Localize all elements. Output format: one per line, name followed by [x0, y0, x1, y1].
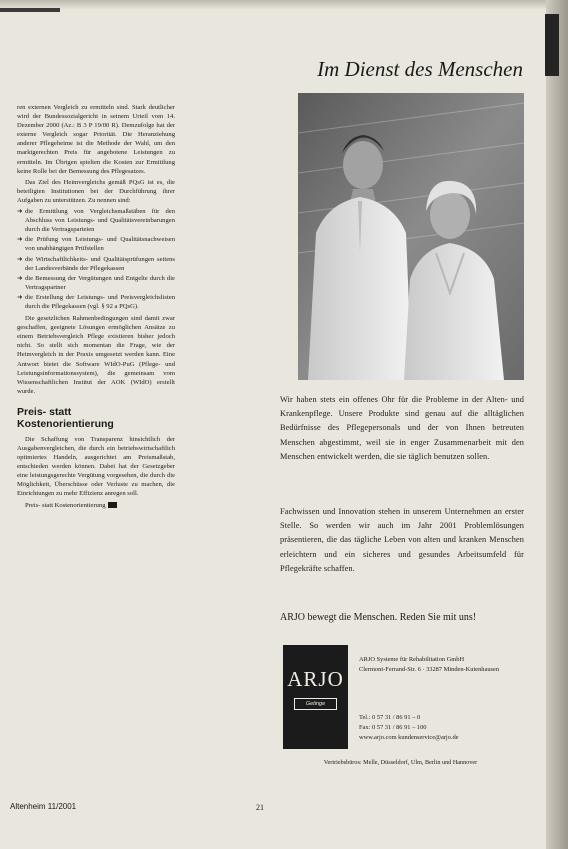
- list-item: [17, 235, 175, 253]
- phone-number: Tel.: 0 57 31 / 86 91 – 0: [359, 714, 421, 721]
- ad-photo: [298, 93, 524, 380]
- list-item: [17, 274, 175, 292]
- arrow-right-icon: ➜: [17, 236, 23, 244]
- top-rule-mark: [0, 8, 60, 12]
- ad-paragraph-1: Wir haben stets ein offenes Ohr für die Probleme in der Alten- und Krankenpflege. Unsere Produkte sind genau auf die alltäglichen Bedürfnisse des Pflegepersonals und der von Ihnen betreuten Menschen abgestimmt, weil sie in enger Zusammenarbeit mit den Menschen entwickelt werden, die sie täglich benutzen sollen.: [280, 395, 524, 461]
- list-item: [17, 293, 175, 311]
- arrow-right-icon: ➜: [17, 274, 23, 282]
- bullet-text: die Erstellung der Leistungs- und Preisvergleichslisten durch die Pflegekassen (vgl. § 92 a PQsG).: [25, 293, 175, 310]
- scan-shadow-top: [0, 0, 568, 10]
- list-item: [17, 207, 175, 234]
- advertiser-block: [277, 641, 524, 769]
- goal-bullet-list: [17, 207, 175, 311]
- section-last-line-text: Preis- statt Kostenorientierung: [25, 501, 106, 509]
- company-address: [359, 655, 524, 675]
- street-address: Clermont-Ferrand-Str. 6 · 33287 Minden-Kutenhausen: [359, 666, 500, 673]
- scan-shadow-right: [546, 0, 568, 849]
- bullet-text: die Ermittlung von Vergleichsmaßstäben für den Abschluss von Leistungs- und Qualitätsvereinbarungen durch die Vertragsparteien: [25, 208, 175, 234]
- section-paragraph: Die Schaffung von Transparenz hinsichtlich der Ausgabenvergleichen, die durch ein betriebswirtschaftlich optimiertes Handeln, ausgerichtet am Preismaßstab, entschieden werden können. Dabei hat der Gesetzgeber eine leistungsgerechte Vergütung vorgesehen, die durch die Möglichkeit, Überschüsse oder Verluste zu machen, die Einrichtungen zu mehr Effizienz anregen soll.: [17, 435, 175, 498]
- bullet-text: die Bemessung der Vergütungen und Entgelte durch die Vertragspartner: [25, 274, 175, 291]
- arrow-right-icon: ➜: [17, 255, 23, 263]
- company-name: ARJO Systeme für Rehabilitation GmbH: [359, 656, 465, 663]
- article-column: [17, 103, 175, 512]
- web-address: www.arjo.com kundenservice@arjo.de: [359, 734, 459, 741]
- list-item: [17, 255, 175, 273]
- section-heading: [17, 406, 175, 430]
- page-tab-marker: [545, 14, 559, 76]
- arjo-logo: [283, 645, 348, 749]
- fax-number: Fax: 0 57 31 / 86 91 – 100: [359, 724, 427, 731]
- bullet-text: die Prüfung von Leistungs- und Qualitätsnachweisen von unabhängigen Prüfstellen: [25, 236, 175, 253]
- photo-caregivers-image: [298, 93, 524, 380]
- section-heading-line-1: Preis- statt: [17, 405, 72, 418]
- arrow-right-icon: ➜: [17, 293, 23, 301]
- logo-wordmark: ARJO: [287, 667, 344, 691]
- section-heading-line-2: Kostenorientierung: [17, 417, 114, 430]
- logo-subbrand: Getinge: [294, 698, 337, 710]
- ad-tagline: ARJO bewegt die Menschen. Reden Sie mit uns!: [280, 612, 477, 623]
- article-goal-paragraph: Das Ziel des Heimvergleichs gemäß PQsG ist es, die beteiligten Institutionen bei der Durchführung ihrer Aufgaben zu unterstützen. Zu nennen sind:: [17, 178, 175, 204]
- bullet-text: die Wirtschaftlichkeits- und Qualitätsprüfungen seitens der Landesverbände der Pflegekassen: [25, 255, 175, 272]
- article-intro-paragraph: ren externen Vergleich zu ermitteln sind. Stark deutlicher wird der Bundessozialgericht in seinem Urteil vom 14. Dezember 2000 (Az.: B 3 P 19/00 R). Demzufolge hat der externe Vergleich sogar Priorität. Die Heranziehung anderer Pflegeheime ist die Methode der Wahl, um den marktgerechten Preis für angebotene Leistungen zu ermitteln. Im Übrigen spielten die Kosten zur Ermittlung keine Rolle bei der Bemessung des Pflegesatzes.: [17, 104, 175, 175]
- ad-paragraph-2: Fachwissen und Innovation stehen in unserem Unternehmen an erster Stelle. So werden wir auch im Jahr 2001 Problemlösungen präsentieren, die das tägliche Leben von alten und kranken Menschen erleichtern und ein sicheres und gesundes Arbeitsumfeld für Pflegekräfte schaffen.: [280, 507, 524, 573]
- end-of-article-icon: [108, 502, 117, 508]
- company-contact: [359, 713, 524, 743]
- page-number: 21: [256, 803, 264, 812]
- article-methods-paragraph: Die gesetzlichen Rahmenbedingungen sind damit zwar geschaffen, geeignete Lösungen ermöglichen Ansätze zu einem Betriebsvergleich Pflege existieren bisher jedoch nicht. So stellt sich momentan die Frage, wie der Heimvergleich in der Praxis umgesetzt werden kann. Eine Antwort bietet die Software WIdO-PuG (Pflege- und Leistungsinformationssystem), die gemeinsam vom Wissenschaftlichen Institut der AOK (WIdO) erstellt wurde.: [17, 315, 175, 395]
- section-last-line: [17, 501, 175, 510]
- sales-offices: Vertriebsbüros: Melle, Düsseldorf, Ulm, Berlin und Hannover: [323, 759, 478, 766]
- ad-headline: Im Dienst des Menschen: [317, 57, 523, 81]
- arrow-right-icon: ➜: [17, 208, 23, 216]
- publication-name: Altenheim 11/2001: [10, 802, 77, 811]
